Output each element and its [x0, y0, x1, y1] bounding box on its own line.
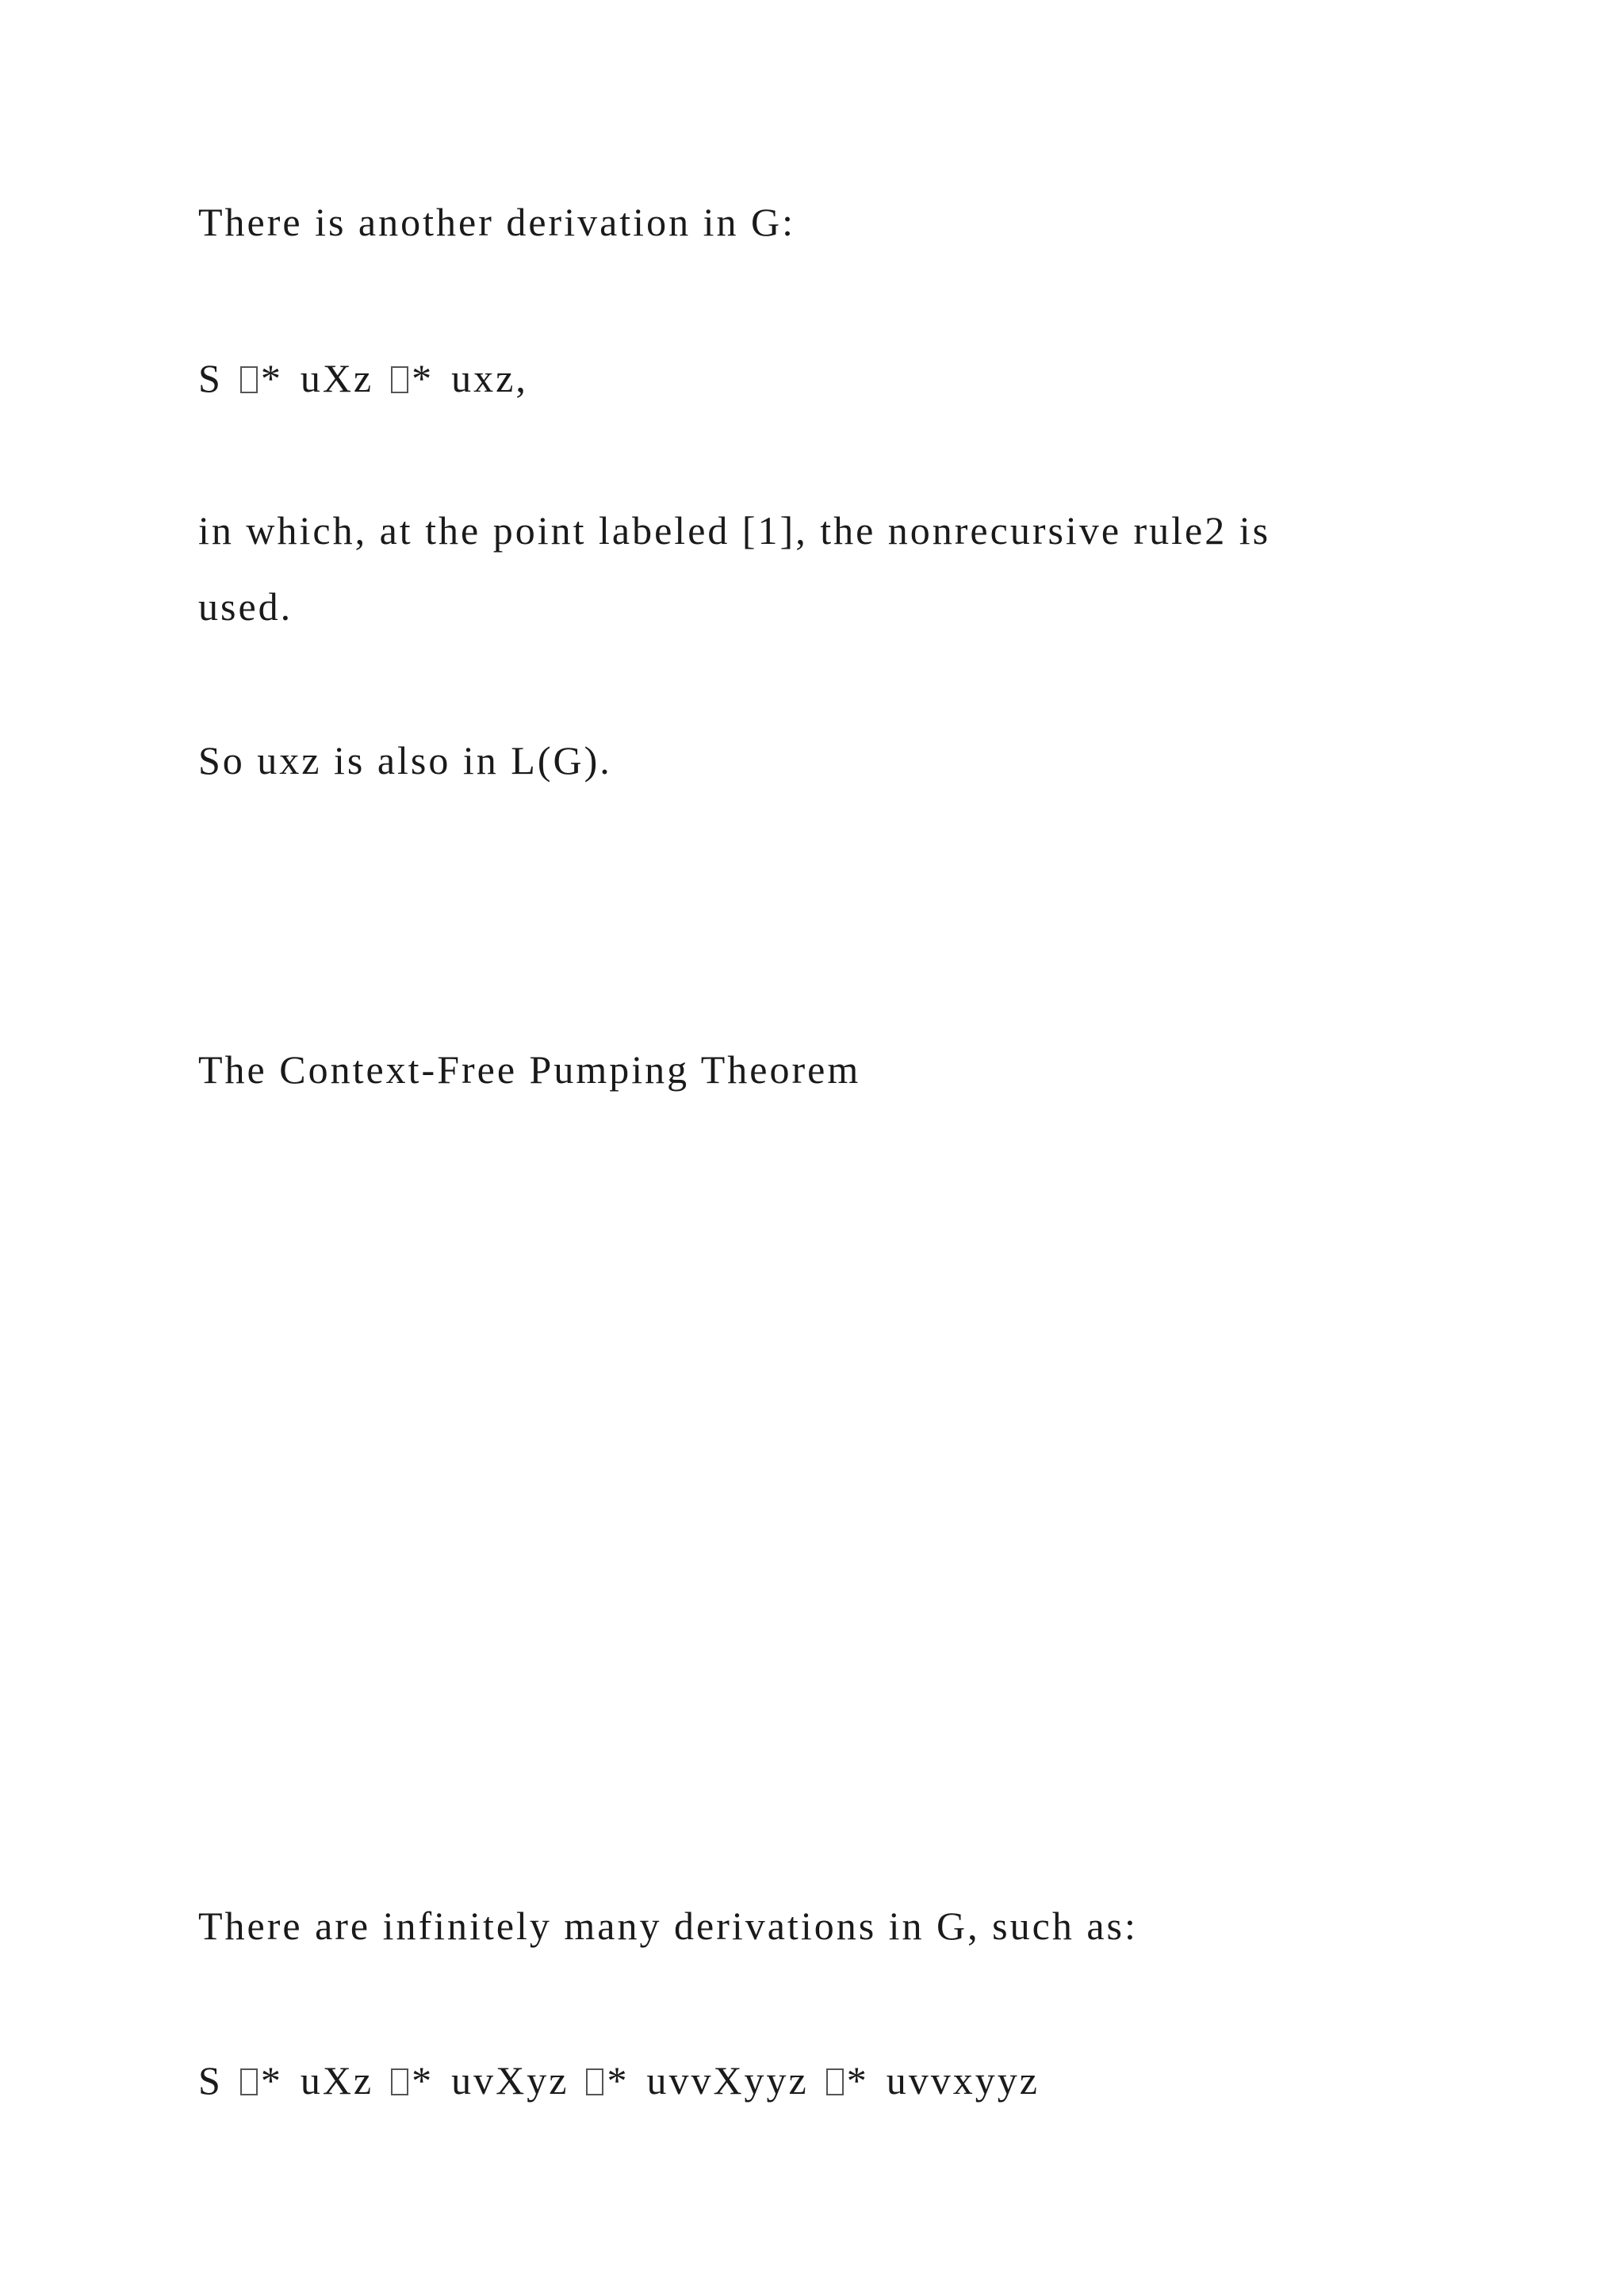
derives-arrow: *	[391, 2061, 434, 2100]
derivation-step: uvvXyyz	[646, 2058, 809, 2103]
missing-glyph-icon	[586, 2068, 603, 2095]
missing-glyph-icon	[240, 2068, 258, 2095]
paragraph-rule-line-1: in which, at the point labeled [1], the nonrecursive rule2 is	[198, 508, 1271, 553]
derives-arrow: *	[826, 2061, 869, 2100]
derives-arrow: *	[240, 2061, 283, 2100]
paragraph-rule-line-2: used.	[198, 584, 293, 629]
paragraph-infinite-derivations: There are infinitely many derivations in G, such as:	[198, 1904, 1138, 1948]
missing-glyph-icon	[240, 366, 258, 393]
paragraph-derivation-intro: There is another derivation in G:	[198, 200, 795, 244]
derivation-2	[198, 2058, 1040, 2103]
derivation-step: uvXyz	[451, 2058, 569, 2103]
derivation-1	[198, 358, 528, 398]
derives-arrow: *	[586, 2061, 629, 2100]
paragraph-conclusion: So uxz is also in L(G).	[198, 738, 612, 783]
derivation-step: S	[198, 2058, 223, 2103]
derivation-step: S	[198, 356, 223, 400]
derivation-step: uxz,	[451, 356, 528, 400]
derivation-step: uXz	[300, 356, 374, 400]
missing-glyph-icon	[391, 366, 408, 393]
missing-glyph-icon	[391, 2068, 408, 2095]
missing-glyph-icon	[826, 2068, 844, 2095]
section-heading: The Context-Free Pumping Theorem	[198, 1047, 861, 1092]
derives-arrow: *	[391, 358, 434, 398]
derivation-step: uXz	[300, 2058, 374, 2103]
derives-arrow: *	[240, 358, 283, 398]
derivation-step: uvvxyyz	[886, 2058, 1040, 2103]
